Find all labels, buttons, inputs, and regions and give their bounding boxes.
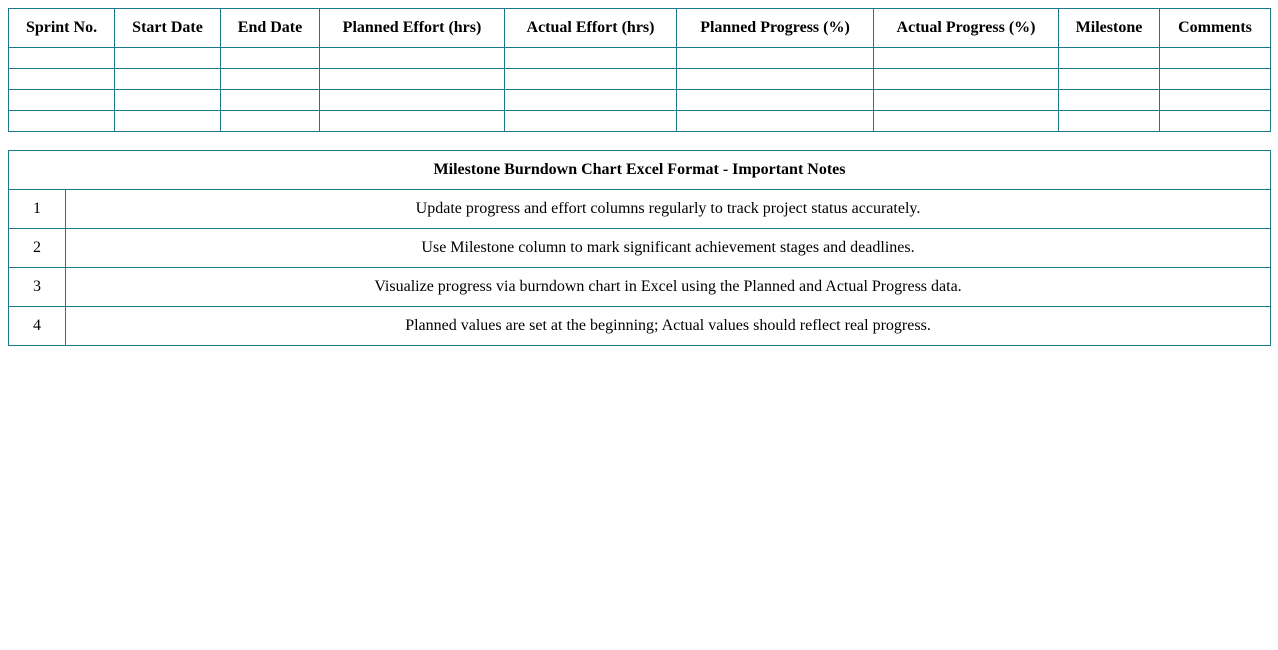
header-milestone: Milestone bbox=[1059, 9, 1160, 48]
table-row bbox=[9, 111, 1271, 132]
note-number: 1 bbox=[9, 190, 66, 229]
table-cell[interactable] bbox=[874, 48, 1059, 69]
table-cell[interactable] bbox=[874, 90, 1059, 111]
table-cell[interactable] bbox=[505, 111, 677, 132]
note-row bbox=[9, 190, 1271, 229]
table-cell[interactable] bbox=[221, 69, 320, 90]
table-cell[interactable] bbox=[1160, 90, 1271, 111]
header-sprint-no: Sprint No. bbox=[9, 9, 115, 48]
table-cell[interactable] bbox=[1059, 90, 1160, 111]
important-notes-table bbox=[8, 150, 1271, 346]
table-cell[interactable] bbox=[677, 48, 874, 69]
table-cell[interactable] bbox=[874, 111, 1059, 132]
table-cell[interactable] bbox=[115, 111, 221, 132]
sprint-tracker-table bbox=[8, 8, 1271, 132]
table-cell[interactable] bbox=[9, 90, 115, 111]
table-row bbox=[9, 69, 1271, 90]
table-cell[interactable] bbox=[1160, 48, 1271, 69]
notes-title-row bbox=[9, 151, 1271, 190]
table-cell[interactable] bbox=[505, 48, 677, 69]
note-text: Planned values are set at the beginning; Actual values should reflect real progress. bbox=[66, 307, 1271, 346]
table-cell[interactable] bbox=[320, 69, 505, 90]
note-row bbox=[9, 307, 1271, 346]
table-cell[interactable] bbox=[221, 48, 320, 69]
table-cell[interactable] bbox=[505, 69, 677, 90]
note-number: 3 bbox=[9, 268, 66, 307]
table-cell[interactable] bbox=[9, 69, 115, 90]
table-cell[interactable] bbox=[221, 90, 320, 111]
table-cell[interactable] bbox=[221, 111, 320, 132]
header-planned-progress: Planned Progress (%) bbox=[677, 9, 874, 48]
table-cell[interactable] bbox=[115, 48, 221, 69]
note-row bbox=[9, 268, 1271, 307]
table-cell[interactable] bbox=[505, 90, 677, 111]
header-row bbox=[9, 9, 1271, 48]
note-row bbox=[9, 229, 1271, 268]
note-text: Visualize progress via burndown chart in Excel using the Planned and Actual Progress data. bbox=[66, 268, 1271, 307]
table-cell[interactable] bbox=[1059, 48, 1160, 69]
table-row bbox=[9, 90, 1271, 111]
header-actual-progress: Actual Progress (%) bbox=[874, 9, 1059, 48]
table-cell[interactable] bbox=[320, 111, 505, 132]
table-cell[interactable] bbox=[115, 69, 221, 90]
table-cell[interactable] bbox=[874, 69, 1059, 90]
table-cell[interactable] bbox=[115, 90, 221, 111]
table-cell[interactable] bbox=[1160, 111, 1271, 132]
note-number: 2 bbox=[9, 229, 66, 268]
note-number: 4 bbox=[9, 307, 66, 346]
table-cell[interactable] bbox=[320, 90, 505, 111]
table-row bbox=[9, 48, 1271, 69]
table-cell[interactable] bbox=[9, 48, 115, 69]
note-text: Update progress and effort columns regularly to track project status accurately. bbox=[66, 190, 1271, 229]
table-cell[interactable] bbox=[1059, 111, 1160, 132]
table-cell[interactable] bbox=[1160, 69, 1271, 90]
table-cell[interactable] bbox=[677, 69, 874, 90]
table-cell[interactable] bbox=[9, 111, 115, 132]
table-cell[interactable] bbox=[677, 90, 874, 111]
table-cell[interactable] bbox=[677, 111, 874, 132]
header-comments: Comments bbox=[1160, 9, 1271, 48]
notes-title: Milestone Burndown Chart Excel Format - Important Notes bbox=[9, 151, 1271, 190]
header-planned-effort: Planned Effort (hrs) bbox=[320, 9, 505, 48]
header-end-date: End Date bbox=[221, 9, 320, 48]
header-start-date: Start Date bbox=[115, 9, 221, 48]
table-cell[interactable] bbox=[1059, 69, 1160, 90]
header-actual-effort: Actual Effort (hrs) bbox=[505, 9, 677, 48]
table-cell[interactable] bbox=[320, 48, 505, 69]
note-text: Use Milestone column to mark significant achievement stages and deadlines. bbox=[66, 229, 1271, 268]
